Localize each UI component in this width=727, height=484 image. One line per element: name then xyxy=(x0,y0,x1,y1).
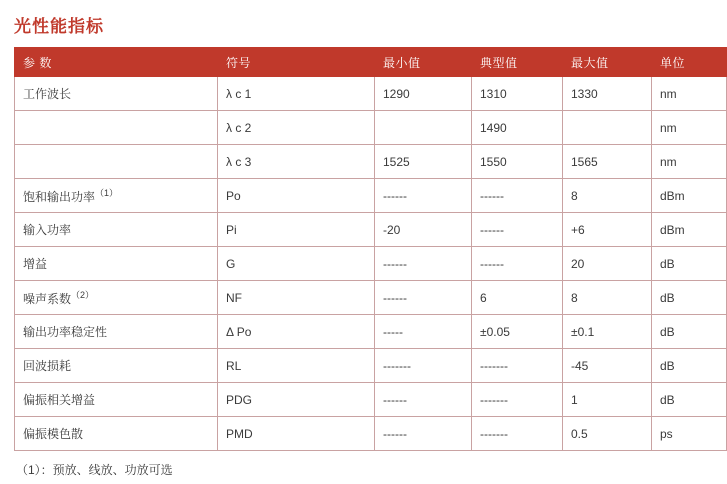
cell-min: 1525 xyxy=(375,145,472,179)
table-row xyxy=(15,315,727,349)
cell-parameter: 偏振模色散 xyxy=(15,417,218,451)
cell-unit: dB xyxy=(652,247,727,281)
cell-parameter: 回波损耗 xyxy=(15,349,218,383)
table-row xyxy=(15,281,727,315)
cell-symbol: PDG xyxy=(218,383,375,417)
cell-symbol: PMD xyxy=(218,417,375,451)
cell-min: ----- xyxy=(375,315,472,349)
cell-typical: 1310 xyxy=(472,77,563,111)
cell-parameter xyxy=(15,179,218,213)
cell-unit: dB xyxy=(652,315,727,349)
cell-unit: dB xyxy=(652,349,727,383)
page-title: 光性能指标 xyxy=(14,17,104,36)
cell-max: -45 xyxy=(563,349,652,383)
cell-max: 20 xyxy=(563,247,652,281)
cell-max: 1565 xyxy=(563,145,652,179)
cell-max: 1 xyxy=(563,383,652,417)
cell-parameter xyxy=(15,281,218,315)
table-row xyxy=(15,213,727,247)
table-header xyxy=(15,48,727,77)
cell-parameter: 增益 xyxy=(15,247,218,281)
cell-min: 1290 xyxy=(375,77,472,111)
header-typical: 典型值 xyxy=(472,48,563,77)
cell-parameter xyxy=(15,111,218,145)
cell-typical: ------ xyxy=(472,213,563,247)
cell-unit: dB xyxy=(652,281,727,315)
cell-typical: ------- xyxy=(472,383,563,417)
cell-parameter: 工作波长 xyxy=(15,77,218,111)
cell-unit: dBm xyxy=(652,213,727,247)
cell-symbol: NF xyxy=(218,281,375,315)
cell-typical: ------- xyxy=(472,417,563,451)
optical-spec-table xyxy=(14,47,727,451)
table-row xyxy=(15,417,727,451)
cell-max: 8 xyxy=(563,179,652,213)
cell-max xyxy=(563,111,652,145)
cell-min: ------ xyxy=(375,179,472,213)
cell-parameter: 偏振相关增益 xyxy=(15,383,218,417)
cell-symbol: RL xyxy=(218,349,375,383)
cell-unit: dBm xyxy=(652,179,727,213)
cell-max: 1330 xyxy=(563,77,652,111)
table-header-row xyxy=(15,48,727,77)
header-max: 最大值 xyxy=(563,48,652,77)
cell-symbol: Δ Po xyxy=(218,315,375,349)
header-symbol: 符号 xyxy=(218,48,375,77)
cell-typical: ------- xyxy=(472,349,563,383)
cell-min: ------ xyxy=(375,247,472,281)
cell-typical: ±0.05 xyxy=(472,315,563,349)
cell-unit: ps xyxy=(652,417,727,451)
cell-min: ------ xyxy=(375,417,472,451)
cell-min xyxy=(375,111,472,145)
header-unit: 单位 xyxy=(652,48,727,77)
header-min: 最小值 xyxy=(375,48,472,77)
cell-parameter-label: 噪声系数 xyxy=(23,292,72,306)
cell-parameter-footnote-ref: （1） xyxy=(95,188,119,198)
cell-min: ------ xyxy=(375,281,472,315)
cell-symbol: G xyxy=(218,247,375,281)
cell-unit: dB xyxy=(652,383,727,417)
table-row xyxy=(15,383,727,417)
header-parameter: 参 数 xyxy=(15,48,218,77)
table-row xyxy=(15,111,727,145)
table-row xyxy=(15,77,727,111)
cell-parameter-label: 饱和输出功率 xyxy=(23,190,96,204)
cell-max: +6 xyxy=(563,213,652,247)
cell-typical: 1490 xyxy=(472,111,563,145)
cell-min: -20 xyxy=(375,213,472,247)
cell-typical: 1550 xyxy=(472,145,563,179)
cell-symbol: λ c 2 xyxy=(218,111,375,145)
cell-max: ±0.1 xyxy=(563,315,652,349)
cell-typical: ------ xyxy=(472,179,563,213)
table-body xyxy=(15,77,727,451)
cell-symbol: Pi xyxy=(218,213,375,247)
cell-unit: nm xyxy=(652,77,727,111)
cell-typical: 6 xyxy=(472,281,563,315)
table-row xyxy=(15,179,727,213)
cell-parameter: 输出功率稳定性 xyxy=(15,315,218,349)
cell-symbol: λ c 1 xyxy=(218,77,375,111)
cell-min: ------ xyxy=(375,383,472,417)
cell-max: 8 xyxy=(563,281,652,315)
table-row xyxy=(15,349,727,383)
table-row xyxy=(15,247,727,281)
cell-parameter-footnote-ref: （2） xyxy=(71,290,95,300)
cell-parameter: 输入功率 xyxy=(15,213,218,247)
table-row xyxy=(15,145,727,179)
cell-parameter xyxy=(15,145,218,179)
cell-symbol: λ c 3 xyxy=(218,145,375,179)
cell-unit: nm xyxy=(652,111,727,145)
cell-max: 0.5 xyxy=(563,417,652,451)
cell-unit: nm xyxy=(652,145,727,179)
cell-typical: ------ xyxy=(472,247,563,281)
footnote: （1）：预放、线放、功放可选 xyxy=(16,463,173,477)
cell-min: ------- xyxy=(375,349,472,383)
cell-symbol: Po xyxy=(218,179,375,213)
